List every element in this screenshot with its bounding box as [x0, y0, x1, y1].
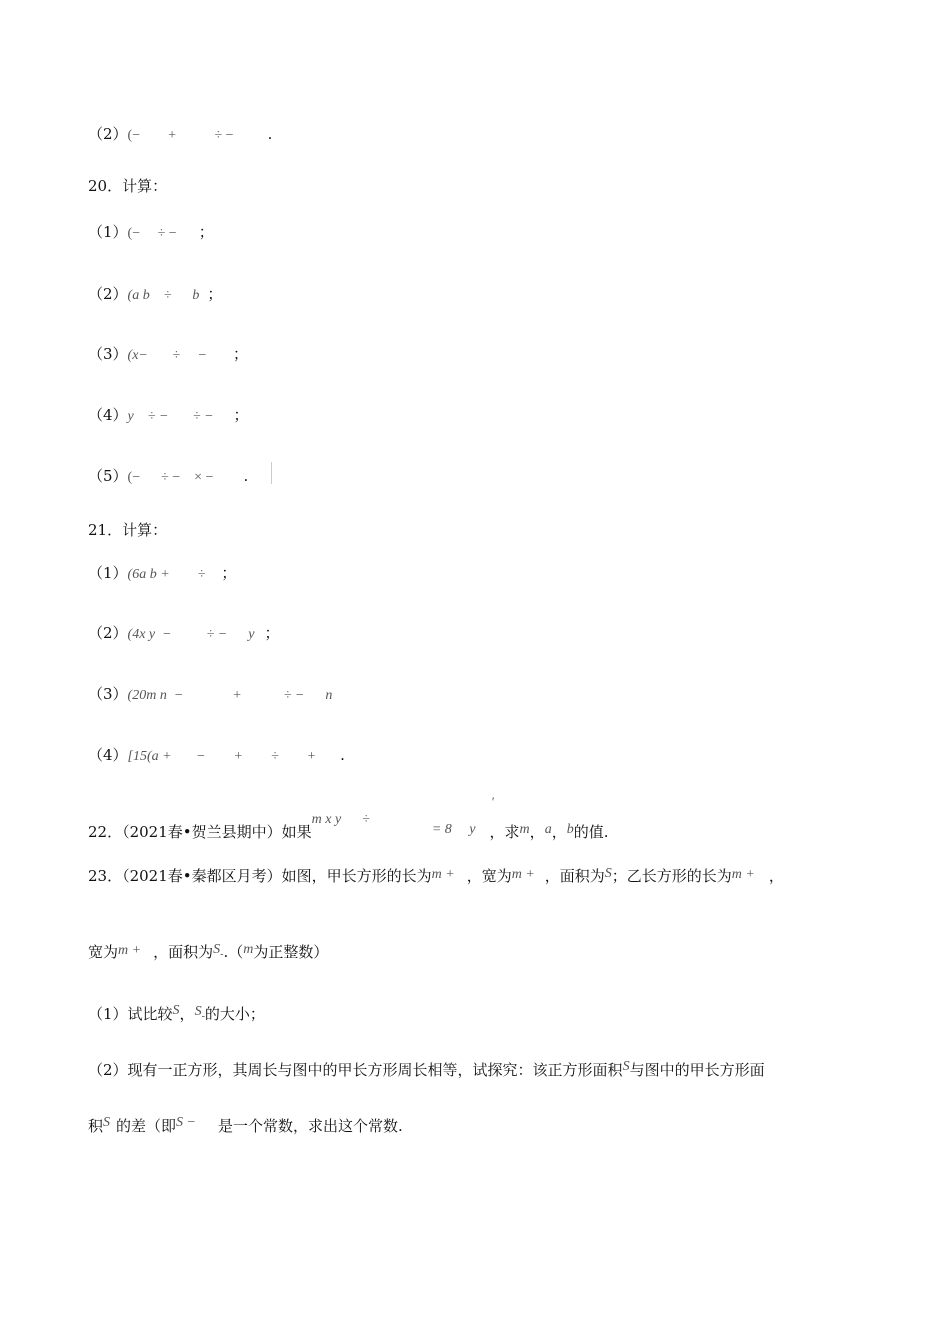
- end-punct: .: [243, 467, 249, 485]
- area-subscript: -: [201, 1011, 205, 1022]
- length-expr-1: m +: [431, 867, 455, 882]
- length-expr-2: m +: [731, 867, 755, 882]
- note-text: 为正整数）: [253, 943, 329, 961]
- area-text: ，面积为: [544, 867, 605, 885]
- area-subscript: -: [220, 949, 224, 960]
- width-expr-1: m +: [511, 867, 535, 882]
- end-punct: ；: [233, 406, 249, 424]
- area-s: S: [604, 866, 612, 881]
- part-label: （4）: [88, 746, 128, 764]
- end-punct: ；: [207, 285, 223, 303]
- math-expression: (4x y − ÷ − y: [127, 627, 255, 642]
- paren-open: （: [228, 943, 244, 961]
- area-s: S: [172, 1003, 180, 1018]
- q20-title: 20．计算：: [88, 177, 168, 195]
- width-expr-2: m +: [118, 943, 142, 958]
- part-label: （1）试比较: [88, 1005, 173, 1023]
- var-a: a: [544, 822, 552, 837]
- math-expression: (− + ÷ −: [127, 128, 234, 143]
- q20-part-2: [88, 284, 222, 306]
- q23-part-2: [88, 1060, 765, 1082]
- q22: [88, 812, 609, 844]
- q21-title: 21．计算：: [88, 521, 168, 539]
- difference-text: 的差（即: [116, 1117, 177, 1135]
- area-s: S: [194, 1004, 202, 1019]
- separator: ，: [529, 823, 545, 841]
- math-expression: (− ÷ − × −: [127, 470, 214, 485]
- part-tail: 是一个常数，求出这个常数.: [217, 1117, 403, 1135]
- question-intro: （2021春•秦都区月考）如图，甲长方形的长为: [122, 867, 432, 885]
- math-expression: (x− ÷ −: [127, 348, 208, 363]
- prime-mark: ': [491, 794, 494, 809]
- question-number: 22．: [88, 823, 123, 841]
- part-label: （2）: [88, 125, 128, 143]
- end-punct: ；: [264, 624, 280, 642]
- ask-text: ，求: [489, 823, 520, 841]
- area-s: S: [213, 942, 221, 957]
- part-label: （5）: [88, 467, 128, 485]
- q23-line-1: [88, 866, 784, 888]
- math-expression: y ÷ − ÷ −: [127, 409, 214, 424]
- part-label: （4）: [88, 406, 128, 424]
- part-label: （2）: [88, 624, 128, 642]
- q23-part-2-cont: [88, 1116, 403, 1138]
- end-punct: ；: [221, 564, 237, 582]
- end-punct: .: [267, 125, 273, 143]
- q21-part-3: [88, 684, 332, 706]
- part-label: （1）: [88, 223, 128, 241]
- part-label: （1）: [88, 564, 128, 582]
- math-expression: (6a b + ÷: [127, 567, 206, 582]
- continuation-start: 积: [88, 1117, 104, 1135]
- area-s: S: [103, 1115, 111, 1130]
- separator: ，: [551, 823, 567, 841]
- q20-part-4: [88, 405, 249, 427]
- math-expression-left: m x y ÷: [311, 812, 370, 827]
- part-label: （2）现有一正方形，其周长与图中的甲长方形周长相等，试探究：该正方形面积: [88, 1061, 623, 1079]
- part-tail: 的大小；: [204, 1005, 265, 1023]
- area-s: S: [622, 1059, 630, 1074]
- part-label: （3）: [88, 345, 128, 363]
- end-punct: ；: [233, 345, 249, 363]
- math-expression: [15(a + − + ÷ +: [127, 749, 317, 764]
- q23-line-2: [88, 942, 328, 965]
- var-b: b: [566, 822, 574, 837]
- period: .: [223, 943, 229, 961]
- q21-part-2: [88, 623, 279, 645]
- part-tail: 与图中的甲长方形面: [629, 1061, 765, 1079]
- q20-part-5: [88, 466, 248, 488]
- question-source: （2021春•贺兰县期中）如果: [122, 823, 312, 841]
- q20-part-1: [88, 222, 214, 244]
- tail-text: 的值.: [573, 823, 609, 841]
- math-expression-right: = 8 y: [431, 822, 476, 837]
- end-punct: .: [340, 746, 345, 764]
- comma: ，: [768, 867, 784, 885]
- math-expression: (a b ÷ b: [127, 288, 200, 303]
- end-punct: ；: [198, 223, 214, 241]
- var-m: m: [243, 942, 254, 957]
- q23-part-1: [88, 1004, 265, 1027]
- part-label: （3）: [88, 685, 128, 703]
- part-label: （2）: [88, 285, 128, 303]
- separator: ，: [179, 1005, 195, 1023]
- q19-part-2: [88, 124, 272, 146]
- area-text-2: ，面积为: [153, 943, 214, 961]
- var-m: m: [519, 822, 530, 837]
- bracket-mark: [271, 462, 272, 484]
- math-expression: (20m n − + ÷ − n: [127, 688, 333, 703]
- width-start: 宽为: [88, 943, 119, 961]
- q20-part-3: [88, 344, 248, 366]
- q21-part-4: [88, 745, 345, 767]
- math-expression: (− ÷ −: [127, 226, 177, 241]
- width-text: ，宽为: [466, 867, 512, 885]
- difference-expr: S −: [176, 1115, 196, 1130]
- second-rect-text: ；乙长方形的长为: [611, 867, 732, 885]
- q21-part-1: [88, 563, 236, 585]
- question-number: 23．: [88, 867, 123, 885]
